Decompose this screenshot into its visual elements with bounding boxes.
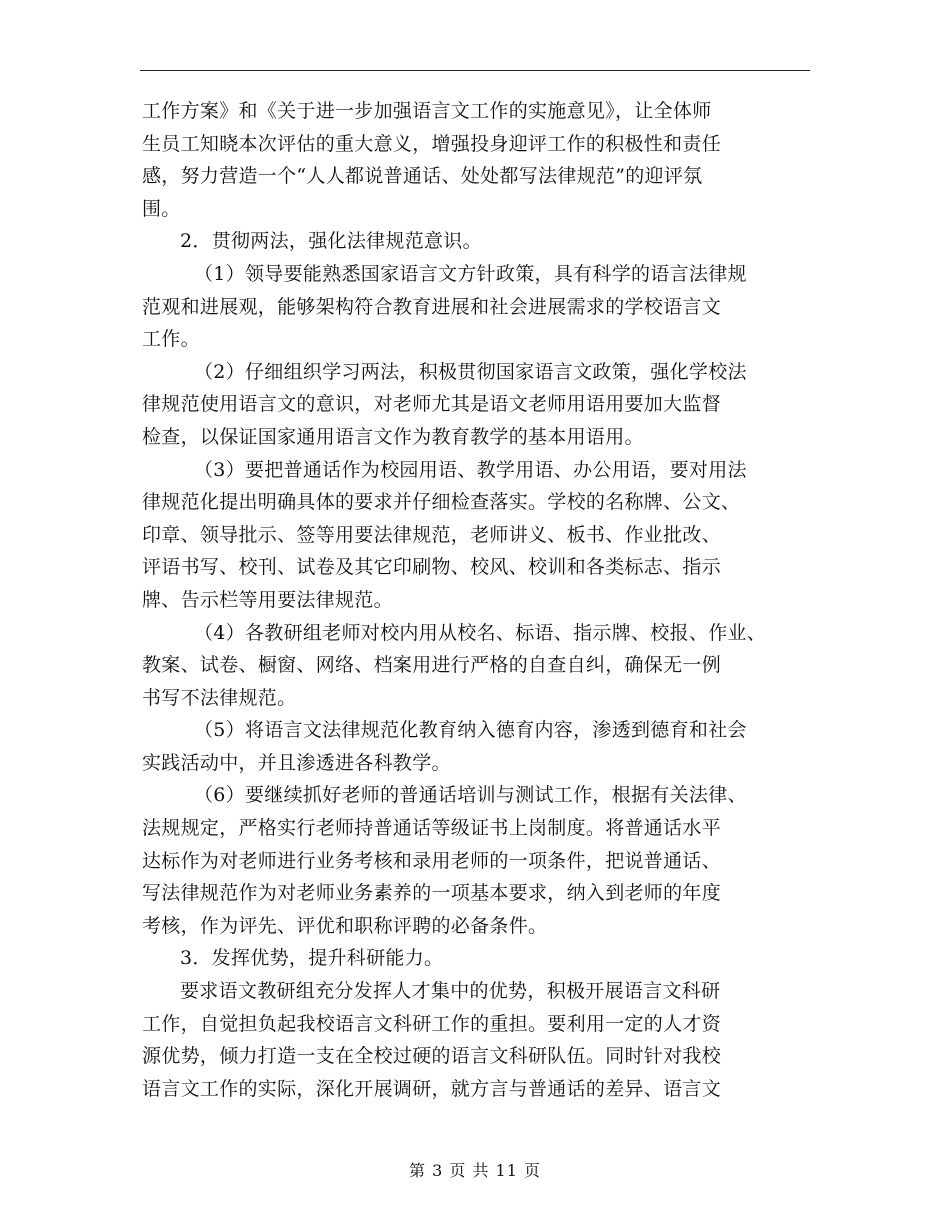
text-line: 围。 xyxy=(142,197,181,220)
text-line: 工作方案》和《关于进一步加强语言文工作的实施意见》，让全体师 xyxy=(142,100,712,122)
text-line: （3）要把普通话作为校园用语、教学用语、办公用语，要对用法 xyxy=(194,458,747,481)
body-text xyxy=(142,95,822,1105)
text-line: （1）领导要能熟悉国家语言文方针政策，具有科学的语言法律规 xyxy=(194,262,747,285)
text-line: 检查，以保证国家通用语言文作为教育教学的基本用语用。 xyxy=(142,425,644,448)
text-line: 考核，作为评先、评优和职称评聘的必备条件。 xyxy=(142,914,548,937)
text-line: 律规范化提出明确具体的要求并仔细检查落实。学校的名称牌、公文、 xyxy=(142,491,741,514)
text-line: 评语书写、校刊、试卷及其它印刷物、校风、校训和各类标志、指示 xyxy=(142,556,722,579)
text-line: 生员工知晓本次评估的重大意义，增强投身迎评工作的积极性和责任 xyxy=(142,132,722,155)
text-line: 法规规定，严格实行老师持普通话等级证书上岗制度。将普通话水平 xyxy=(142,817,722,840)
text-line: （6）要继续抓好老师的普通话培训与测试工作，根据有关法律、 xyxy=(194,784,747,807)
text-line: 书写不法律规范。 xyxy=(142,686,297,709)
text-line: （2）仔细组织学习两法，积极贯彻国家语言文政策，强化学校法 xyxy=(194,360,747,383)
text-line: 工作，自觉担负起我校语言文科研工作的重担。要利用一定的人才资 xyxy=(142,1012,722,1035)
text-line: 达标作为对老师进行业务考核和录用老师的一项条件，把说普通话、 xyxy=(142,849,722,872)
text-line: 实践活动中，并且渗透进各科教学。 xyxy=(142,751,451,774)
text-line: 感，努力营造一个“人人都说普通话、处处都写法律规范”的迎评氛 xyxy=(142,165,703,188)
text-line: （5）将语言文法律规范化教育纳入德育内容，渗透到德育和社会 xyxy=(194,719,747,742)
text-line: 范观和进展观，能够架构符合教育进展和社会进展需求的学校语言文 xyxy=(142,295,722,318)
text-line: 写法律规范作为对老师业务素养的一项基本要求，纳入到老师的年度 xyxy=(142,882,722,905)
text-line: 3．发挥优势，提升科研能力。 xyxy=(180,947,444,970)
header-rule xyxy=(140,70,810,71)
text-line: 源优势，倾力打造一支在全校过硬的语言文科研队伍。同时针对我校 xyxy=(142,1045,722,1068)
text-line: 工作。 xyxy=(142,328,200,351)
text-line: 要求语文教研组充分发挥人才集中的优势，积极开展语言文科研 xyxy=(180,980,721,1003)
page-footer: 第 3 页 共 11 页 xyxy=(409,1161,541,1180)
text-line: 教案、试卷、橱窗、网络、档案用进行严格的自查自纠，确保无一例 xyxy=(142,654,722,677)
text-line: 2．贯彻两法，强化法律规范意识。 xyxy=(180,230,482,253)
text-line: （4）各教研组老师对校内用从校名、标语、指示牌、校报、作业、 xyxy=(194,621,767,644)
text-line: 语言文工作的实际，深化开展调研，就方言与普通话的差异、语言文 xyxy=(142,1077,722,1100)
text-line: 印章、领导批示、签等用要法律规范，老师讲义、板书、作业批改、 xyxy=(142,523,722,546)
text-line: 牌、告示栏等用要法律规范。 xyxy=(142,588,393,611)
text-line: 律规范使用语言文的意识，对老师尤其是语文老师用语用要加大监督 xyxy=(142,393,722,416)
